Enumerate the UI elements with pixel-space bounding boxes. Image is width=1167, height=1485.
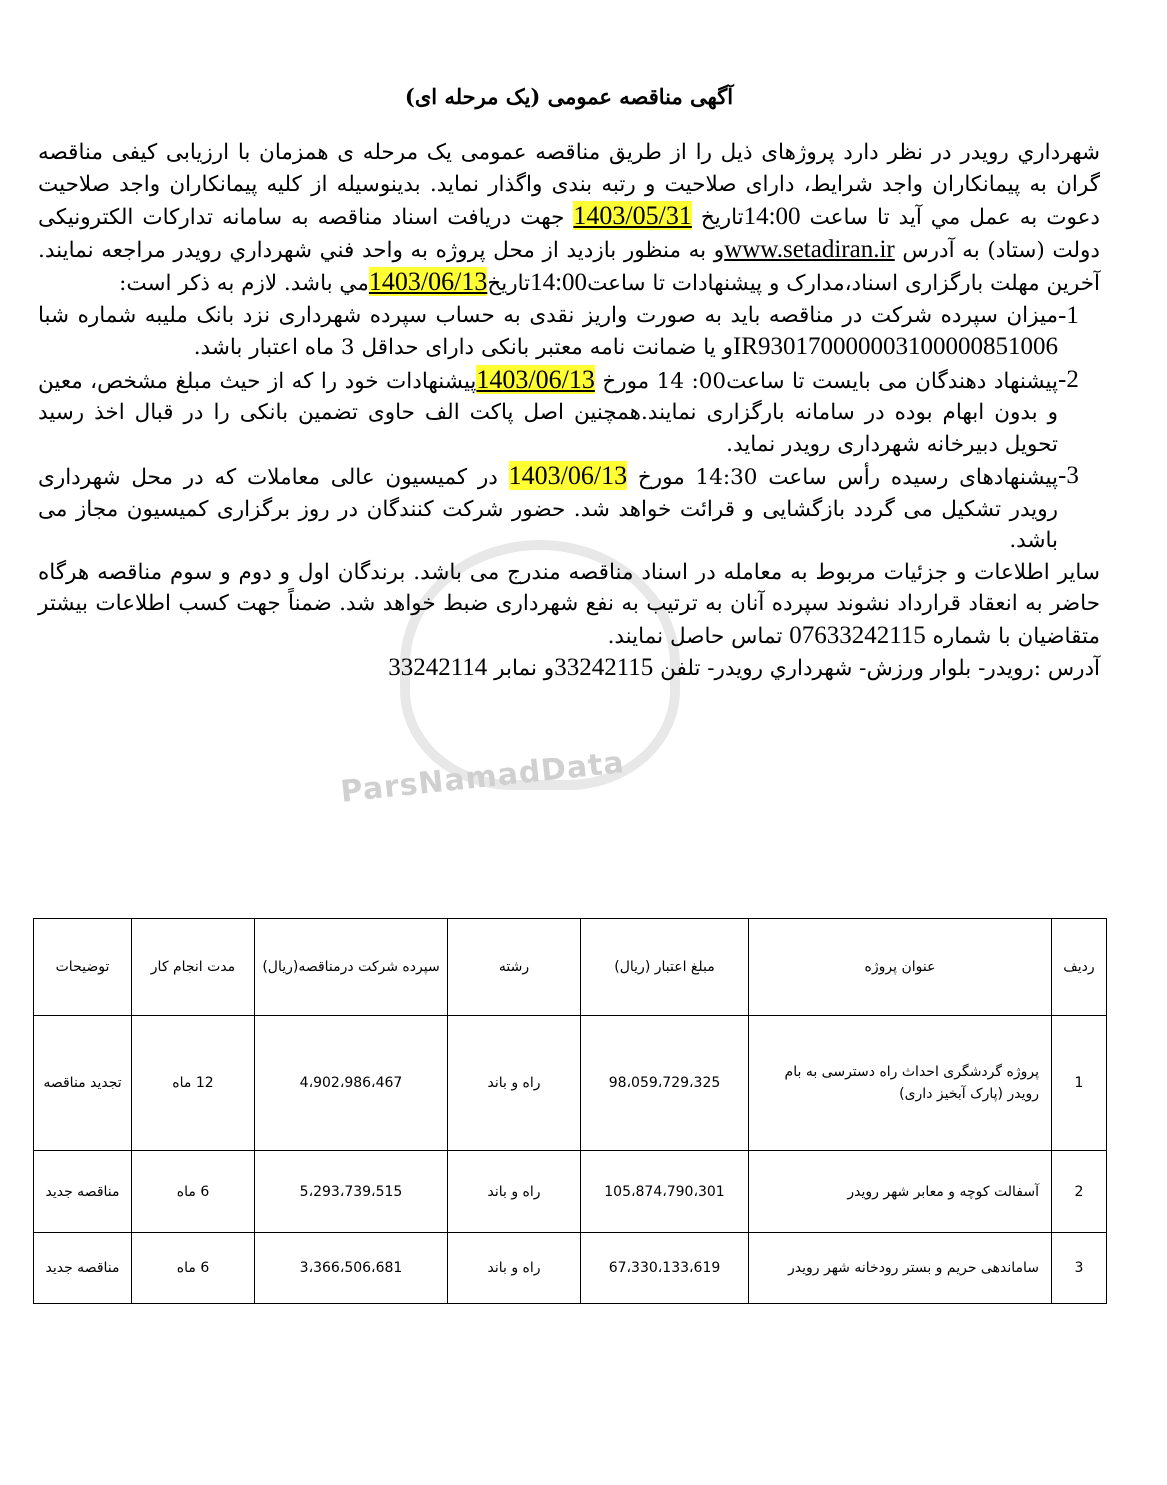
- cell-project-title: آسفالت کوچه و معابر شهر رویدر: [749, 1151, 1052, 1233]
- header-deposit: سپرده شرکت درمناقصه(ریال): [255, 919, 448, 1016]
- header-project-title: عنوان پروژه: [749, 919, 1052, 1016]
- deadline-time-2: 14:00: [530, 269, 588, 296]
- item-date: 1403/06/13: [476, 364, 595, 394]
- item-text: پیشنهادات خود را که از حیث مبلغ مشخص، معین و بدون ابهام بوده در سامانه بارگزاری نمایند.همچنین اصل پاکت الف حاوی تضمین بانکی را در قبال اخذ رسید تحویل دبیرخانه شهرداری رویدر نماید.: [38, 368, 1058, 457]
- item-text: پیشنهاد دهندگان می بایست تا ساعت00: 14 مورخ: [594, 368, 1058, 394]
- table-row: [34, 1016, 1107, 1151]
- closing-paragraph: [38, 557, 1100, 685]
- cell-project-title: ساماندهی حریم و بستر رودخانه شهر رویدر: [749, 1233, 1052, 1304]
- intro-text-2: تاریخ: [691, 205, 744, 230]
- header-field: رشته: [448, 919, 581, 1016]
- deadline-date-1: 1403/05/31: [573, 201, 692, 230]
- cell-duration: 6 ماه: [132, 1151, 255, 1233]
- projects-table: [33, 918, 1107, 1304]
- cell-field: راه و باند: [448, 1233, 581, 1304]
- intro-text-4: و به منظور بازدید از محل پروژه به واحد فني شهرداري رويدر مراجعه نمایند. آخرين مهلت بارگزاری اسناد،مدارک و پيشنهادات تا ساعت: [38, 237, 1100, 296]
- list-item: [38, 300, 1100, 364]
- watermark-text: ParsNamadData: [338, 745, 627, 810]
- intro-text-6: مي باشد. لازم به ذکر است:: [119, 271, 369, 296]
- cell-row-number: 2: [1052, 1151, 1107, 1233]
- cell-row-number: 3: [1052, 1233, 1107, 1304]
- header-row-number: ردیف: [1052, 919, 1107, 1016]
- item-text: پیشنهادهای رسیده رأس ساعت 14:30 مورخ: [627, 465, 1058, 490]
- intro-paragraph: [38, 137, 1100, 300]
- item-text: و یا ضمانت نامه معتبر بانکی دارای حداقل 3 ماه اعتبار باشد.: [193, 335, 733, 360]
- cell-budget: 98،059،729،325: [581, 1016, 749, 1151]
- header-notes: توضیحات: [34, 919, 132, 1016]
- cell-budget: 67،330،133،619: [581, 1233, 749, 1304]
- cell-row-number: 1: [1052, 1016, 1107, 1151]
- address-text: آدرس :رويدر- بلوار ورزش- شهرداري رويدر- تلفن: [653, 656, 1100, 681]
- iban: IR930170000003100000851006: [733, 333, 1058, 360]
- telephone: 33242115: [554, 654, 654, 681]
- header-budget: مبلغ اعتبار (ریال): [581, 919, 749, 1016]
- item-text: در کمیسیون عالی معاملات که در محل شهرداری رویدر تشکیل می گردد بازگشایی و قرائت خواهد شد. حضور شرکت کنندگان در روز برگزاری کمیسیون مجاز می باشد.: [38, 465, 1058, 553]
- deadline-time-1: 14:00: [743, 203, 801, 230]
- cell-project-title: پروژه گردشگری احداث راه دسترسی به بام رویدر (پارک آبخیز داری): [749, 1016, 1052, 1151]
- cell-notes: تجدید مناقصه: [34, 1016, 132, 1151]
- cell-field: راه و باند: [448, 1151, 581, 1233]
- setad-link[interactable]: www.setadiran.ir: [724, 235, 895, 263]
- table-header-row: [34, 919, 1107, 1016]
- cell-duration: 12 ماه: [132, 1016, 255, 1151]
- intro-text-5: تاريخ: [487, 271, 531, 296]
- item-number: -1: [1058, 301, 1079, 329]
- cell-notes: مناقصه جدید: [34, 1151, 132, 1233]
- intro-text-1: شهرداري رويدر در نظر دارد پروژهای ذیل را از طریق مناقصه عمومی یک مرحله ی همزمان با ارزیابی کیفی مناقصه گران به پیمانکاران واجد شرایط، دارای صلاحیت و رتبه بندی واگذار نماید. بدینوسیله از کلیه پیمانکاران واجد صلاحيت دعوت به عمل مي آيد تا ساعت: [38, 140, 1100, 230]
- table-row: [34, 1233, 1107, 1304]
- deadline-date-2: 1403/06/13: [368, 267, 488, 296]
- item-number: -3: [1058, 462, 1079, 489]
- cell-field: راه و باند: [448, 1016, 581, 1151]
- closing-text-2: تماس حاصل نمایند.: [607, 623, 790, 649]
- cell-budget: 105،874،790،301: [581, 1151, 749, 1233]
- item-date: 1403/06/13: [508, 461, 628, 490]
- table-row: [34, 1151, 1107, 1233]
- page-title: آگهی مناقصه عمومی (یک مرحله ای): [404, 84, 734, 109]
- fax-number: 33242114: [388, 654, 488, 681]
- cell-deposit: 4،902،986،467: [255, 1016, 448, 1151]
- contact-phone: 07633242115: [789, 621, 926, 649]
- fax-label: و نمابر: [487, 656, 555, 681]
- list-item: [38, 460, 1100, 557]
- intro-text-3: جهت دریافت اسناد مناقصه به سامانه تدارکات الکترونیکی دولت (ستاد) به آدرس: [38, 205, 1100, 263]
- cell-deposit: 3،366،506،681: [255, 1233, 448, 1304]
- cell-deposit: 5،293،739،515: [255, 1151, 448, 1233]
- item-number: -2: [1058, 365, 1079, 393]
- list-item: [38, 364, 1100, 461]
- cell-notes: مناقصه جدید: [34, 1233, 132, 1304]
- cell-duration: 6 ماه: [132, 1233, 255, 1304]
- header-duration: مدت انجام کار: [132, 919, 255, 1016]
- item-text: میزان سپرده شرکت در مناقصه باید به صورت واریز نقدی به حساب سپرده شهرداری نزد بانک ملیبه شماره شبا: [38, 302, 1058, 328]
- announcement: [38, 84, 1100, 685]
- closing-text-1: سایر اطلاعات و جزئیات مربوط به معامله در اسناد مناقصه مندرج می باشد. برندگان اول و دوم و سوم مناقصه هرگاه حاضر به انعقاد قرارداد نشوند سپرده آنان به ترتیب به نفع شهرداری ضبط خواهد شد. ضمناً جهت کسب اطلاعات بیشتر متقاضیان با شماره: [38, 559, 1100, 649]
